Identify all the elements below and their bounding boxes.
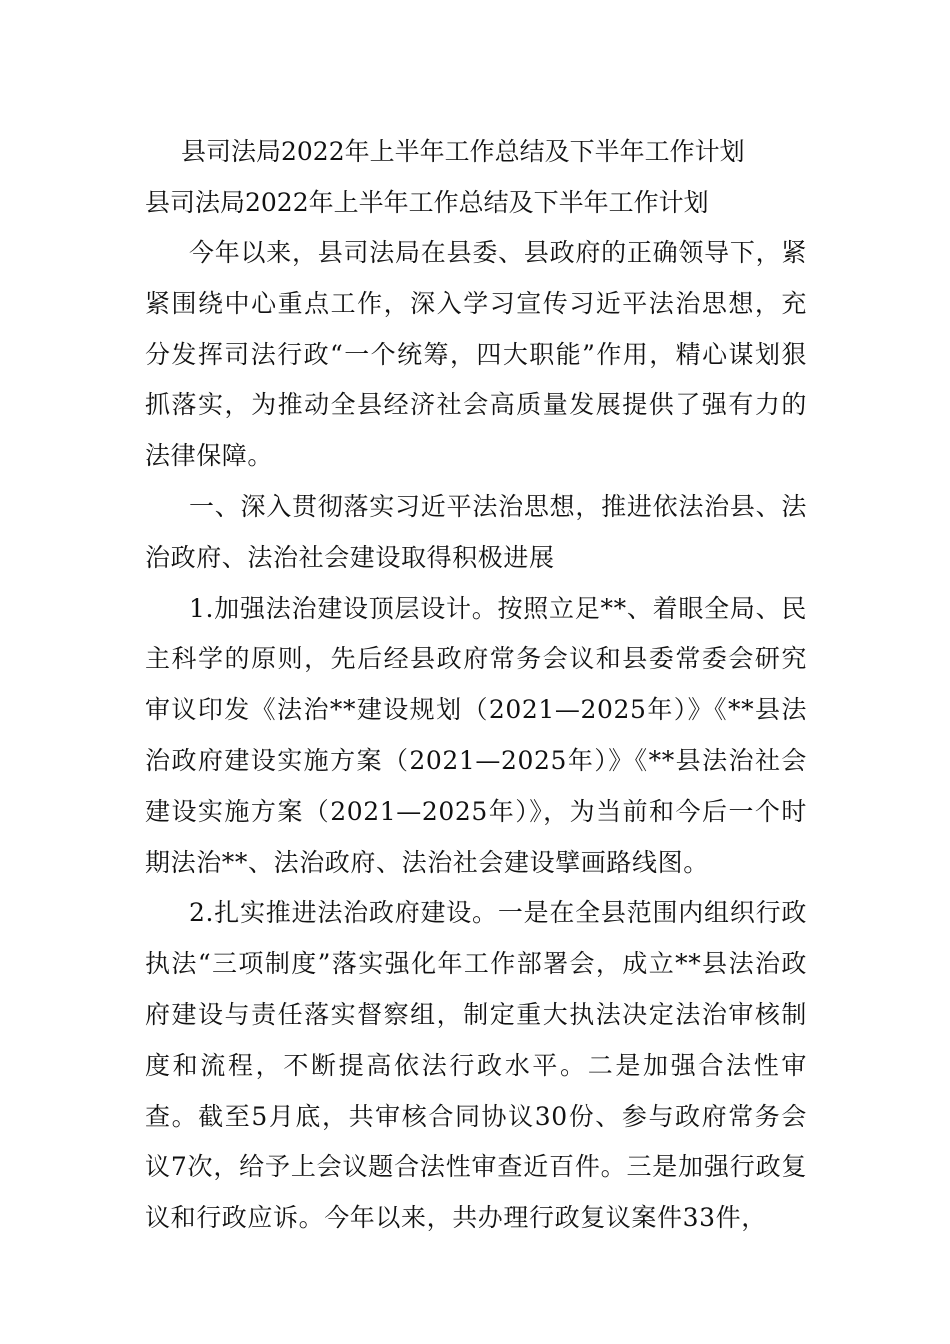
document-body — [145, 126, 807, 1244]
document-title: 县司法局2022年上半年工作总结及下半年工作计划 — [181, 137, 745, 166]
section-heading-1: 一、深入贯彻落实习近平法治思想，推进依法治县、法治政府、法治社会建设取得积极进展 — [145, 491, 807, 572]
paragraph-item-2: 2.扎实推进法治政府建设。一是在全县范围内组织行政执法“三项制度”落实强化年工作部署会，成立**县法治政府建设与责任落实督察组，制定重大执法决定法治审核制度和流程，不断提高依法行政水平。二是加强合法性审查。截至5月底，共审核合同协议30份、参与政府常务会议7次，给予上会议题合法性审查近百件。三是加强行政复议和行政应诉。今年以来，共办理行政复议案件33件， — [145, 898, 807, 1233]
document-title-repeat: 县司法局2022年上半年工作总结及下半年工作计划 — [145, 188, 709, 217]
intro-paragraph: 今年以来，县司法局在县委、县政府的正确领导下，紧紧围绕中心重点工作，深入学习宣传习近平法治思想，充分发挥司法行政“一个统筹，四大职能”作用，精心谋划狠抓落实，为推动全县经济社会高质量发展提供了强有力的法律保障。 — [145, 238, 807, 471]
paragraph-item-1: 1.加强法治建设顶层设计。按照立足**、着眼全局、民主科学的原则，先后经县政府常务会议和县委常委会研究审议印发《法治**建设规划（2021—2025年）》《**县法治政府建设实施方案（2021—2025年）》《**县法治社会建设实施方案（2021—2025年）》，为当前和今后一个时期法治**、法治政府、法治社会建设擘画路线图。 — [145, 593, 807, 877]
